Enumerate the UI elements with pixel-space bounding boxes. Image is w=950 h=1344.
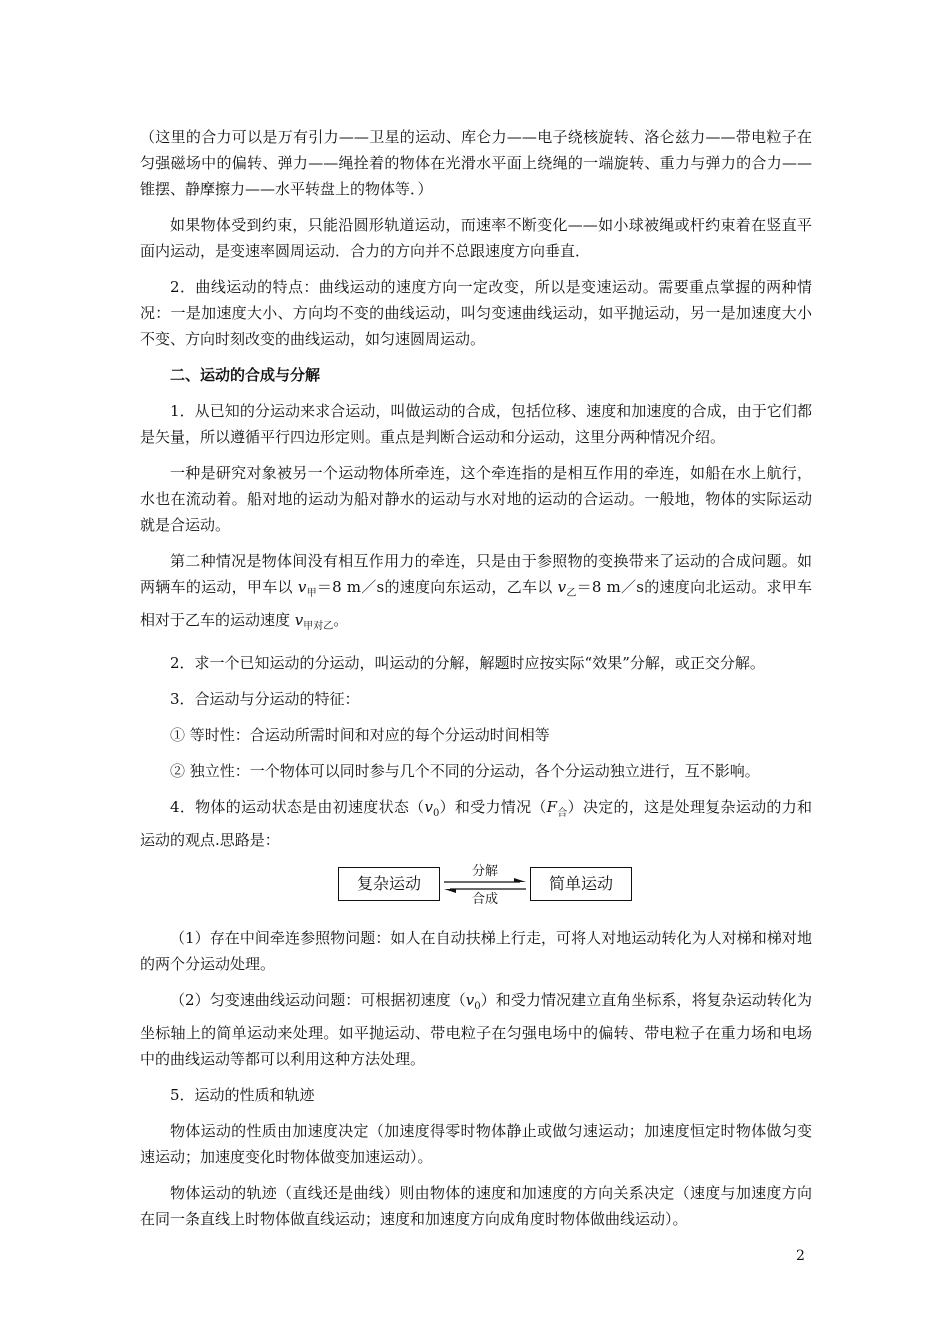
paragraph-isochronism: ① 等时性：合运动所需时间和对应的每个分运动时间相等: [170, 726, 550, 744]
arrow-group: [440, 863, 530, 911]
paragraph-decomposition: 2．求一个已知运动的分运动，叫运动的分解，解题时应按实际“效果”分解，或正交分解。: [170, 654, 765, 672]
paragraph-nature: 物体运动的性质由加速度决定（加速度得零时物体静止或做匀速运动；加速度恒定时物体做匀变速运动；加速度变化时物体做变加速运动）。: [140, 1122, 812, 1166]
section-heading: 二、运动的合成与分解: [170, 366, 321, 384]
paragraph-trajectory: 物体运动的轨迹（直线还是曲线）则由物体的速度和加速度的方向关系决定（速度与加速度方向在同一条直线上时物体做直线运动；速度和加速度方向成角度时物体做曲线运动）。: [140, 1184, 812, 1228]
paragraph-constrained-motion: 如果物体受到约束，只能沿圆形轨道运动，而速率不断变化——如小球被绳或杆约束着在竖直平面内运动，是变速率圆周运动．合力的方向并不总跟速度方向垂直．: [140, 216, 812, 260]
paragraph-curve-features: 2．曲线运动的特点：曲线运动的速度方向一定改变，所以是变速运动。需要重点掌握的两种情况：一是加速度大小、方向均不变的曲线运动，叫匀变速曲线运动，如平抛运动，另一是加速度大小不变、方向时刻改变的曲线运动，如匀速圆周运动。: [140, 278, 812, 348]
paragraph-nature-title: 5．运动的性质和轨迹: [170, 1086, 315, 1104]
composition-diagram: [140, 863, 812, 911]
paragraph-forces: （这里的合力可以是万有引力——卫星的运动、库仑力——电子绕核旋转、洛仑兹力——带电粒子在匀强磁场中的偏转、弹力——绳拴着的物体在光滑水平面上绕绳的一端旋转、重力与弹力的合力——锥摆、静摩擦力——水平转盘上的物体等．）: [140, 128, 812, 198]
paragraph-features-title: 3．合运动与分运动的特征：: [170, 690, 360, 708]
document-body: [140, 124, 812, 1242]
paragraph-case-two: 第二种情况是物体间没有相互作用力的牵连，只是由于参照物的变换带来了运动的合成问题。如两辆车的运动，甲车以 $v_甲=8$ m／s的速度向东运动，乙车以 $v_乙=8$ m／s的速度向北运动。求甲车相对于乙车的运动速度 $v_{甲对乙}$。: [140, 552, 813, 632]
complex-motion-box: 复杂运动: [338, 867, 440, 901]
paragraph-method-two: （2）匀变速曲线运动问题：可根据初速度$(v_0)$和受力情况建立直角坐标系，将复杂运动转化为坐标轴上的简单运动来处理。如平抛运动、带电粒子在匀强电场中的偏转、带电粒子在重力场和电场中的曲线运动等都可以利用这种方法处理。: [140, 991, 812, 1068]
paragraph-motion-state: 4．物体的运动状态是由初速度状态$(v_0)$和受力情况$(F_合)$决定的，这是处理复杂运动的力和运动的观点.思路是：: [140, 798, 812, 849]
paragraph-method-one: （1）存在中间牵连参照物问题：如人在自动扶梯上行走，可将人对地运动转化为人对梯和梯对地的两个分运动处理。: [140, 929, 812, 973]
paragraph-independence: ② 独立性：一个物体可以同时参与几个不同的分运动，各个分运动独立进行，互不影响。: [170, 762, 760, 780]
paragraph-composition: 1．从已知的分运动来求合运动，叫做运动的合成，包括位移、速度和加速度的合成，由于它们都是矢量，所以遵循平行四边形定则。重点是判断合运动和分运动，这里分两种情况介绍。: [140, 402, 812, 446]
simple-motion-box: 简单运动: [530, 867, 632, 901]
decompose-label: 分解: [471, 864, 498, 879]
paragraph-case-one: 一种是研究对象被另一个运动物体所牵连，这个牵连指的是相互作用的牵连，如船在水上航行，水也在流动着。船对地的运动为船对静水的运动与水对地的运动的合运动。一般地，物体的实际运动就是合运动。: [140, 464, 812, 534]
compose-label: 合成: [471, 892, 498, 907]
page-number: 2: [796, 1248, 805, 1264]
